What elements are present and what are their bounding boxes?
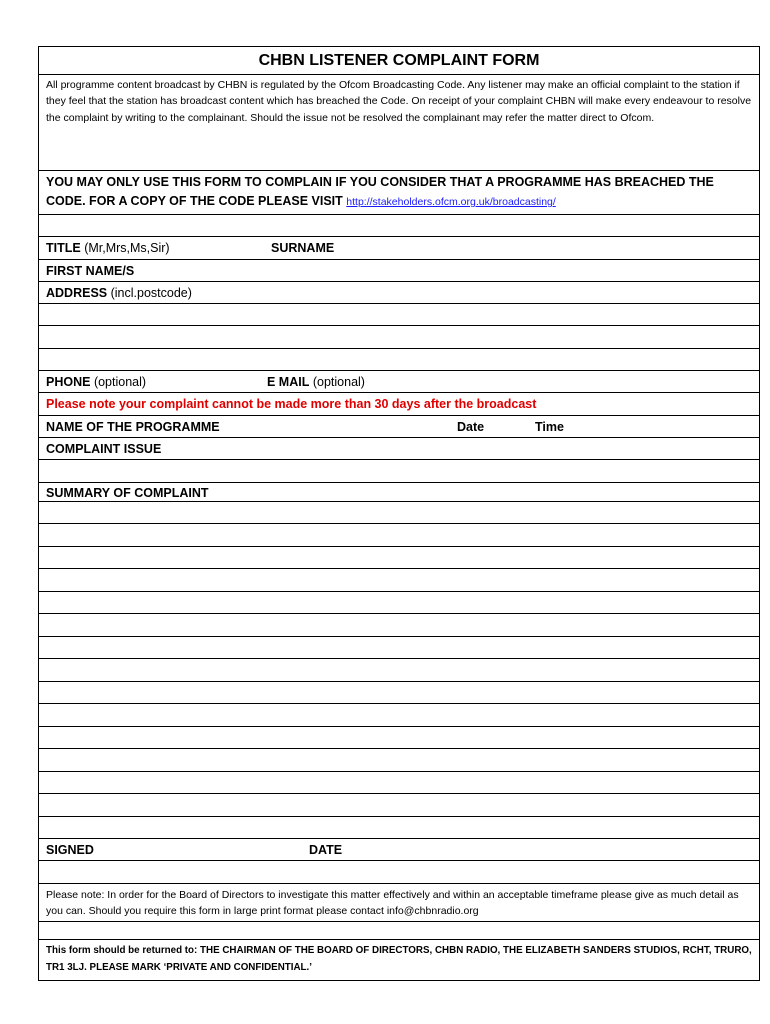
summary-line[interactable] [39,614,759,637]
code-warning-text: YOU MAY ONLY USE THIS FORM TO COMPLAIN IF YOU CONSIDER THAT A PROGRAMME HAS BREACHED THE CODE. FOR A COPY OF THE CODE PLEASE VISIT [46,175,714,208]
phone-email-row[interactable] [39,371,759,393]
programme-row[interactable] [39,416,759,438]
signed-row[interactable] [39,839,759,861]
first-name-row[interactable] [39,260,759,282]
complaint-issue-label: COMPLAINT ISSUE [46,441,162,456]
summary-line[interactable] [39,794,759,817]
summary-line[interactable] [39,817,759,840]
summary-line[interactable] [39,592,759,615]
intro-paragraph: All programme content broadcast by CHBN is regulated by the Ofcom Broadcasting Code. Any listener may make an official complaint to the station if they feel that the station has broadcast content which has breached the Code. On receipt of your complaint CHBN will make every endeavour to resolve the complaint by writing to the complainant. Should the issue not be resolved the complainant may refer the matter direct to Ofcom. [39,75,759,171]
summary-line[interactable] [39,772,759,795]
summary-line[interactable] [39,524,759,547]
summary-line[interactable] [39,569,759,592]
address-hint: (incl.postcode) [110,285,192,300]
email-label: E MAIL [267,375,310,390]
blank-row[interactable] [39,215,759,237]
signed-date-label: DATE [309,843,343,858]
surname-label: SURNAME [271,241,335,256]
blank-row[interactable] [39,861,759,883]
title-hint: (Mr,Mrs,Ms,Sir) [84,241,170,256]
address-line[interactable] [39,326,759,348]
blank-row[interactable] [39,922,759,940]
code-warning [39,171,759,215]
address-line[interactable] [39,349,759,371]
time-label: Time [535,419,564,434]
phone-hint: (optional) [93,375,147,390]
title-surname-row[interactable] [39,237,759,259]
return-note: This form should be returned to: THE CHAIRMAN OF THE BOARD OF DIRECTORS, CHBN RADIO, THE ELIZABETH SANDERS STUDIOS, RCHT, TRURO, TR1 3LJ. PLEASE MARK ‘PRIVATE AND CONFIDENTIAL.’ [46,944,752,973]
summary-line[interactable] [39,547,759,570]
summary-line[interactable] [39,659,759,682]
programme-label: NAME OF THE PROGRAMME [46,419,220,434]
title-label: TITLE [46,241,81,256]
complaint-issue-row[interactable] [39,438,759,460]
summary-line[interactable] [39,704,759,727]
summary-line[interactable] [39,502,759,525]
address-label: ADDRESS [46,285,108,300]
phone-label: PHONE [46,375,91,390]
summary-row[interactable] [39,483,759,502]
address-row[interactable] [39,282,759,304]
form-title: CHBN LISTENER COMPLAINT FORM [39,47,759,75]
summary-label: SUMMARY OF COMPLAINT [46,485,209,500]
complaint-form [38,46,760,981]
date-label: Date [457,419,485,434]
first-name-label: FIRST NAME/S [46,263,135,278]
summary-line[interactable] [39,749,759,772]
summary-line[interactable] [39,682,759,705]
code-link[interactable]: http://stakeholders.ofcm.org.uk/broadcasting/ [346,196,556,208]
detail-note: Please note: In order for the Board of Directors to investigate this matter effectively and within an acceptable timeframe please give as much detail as you can. Should you require this form in large print format please contact info@chbnradio.org [39,884,759,922]
summary-line[interactable] [39,637,759,660]
address-line[interactable] [39,304,759,326]
blank-row[interactable] [39,460,759,482]
signed-label: SIGNED [46,843,94,858]
email-hint: (optional) [312,375,365,390]
deadline-note: Please note your complaint cannot be made more than 30 days after the broadcast [39,393,759,415]
summary-line[interactable] [39,727,759,750]
